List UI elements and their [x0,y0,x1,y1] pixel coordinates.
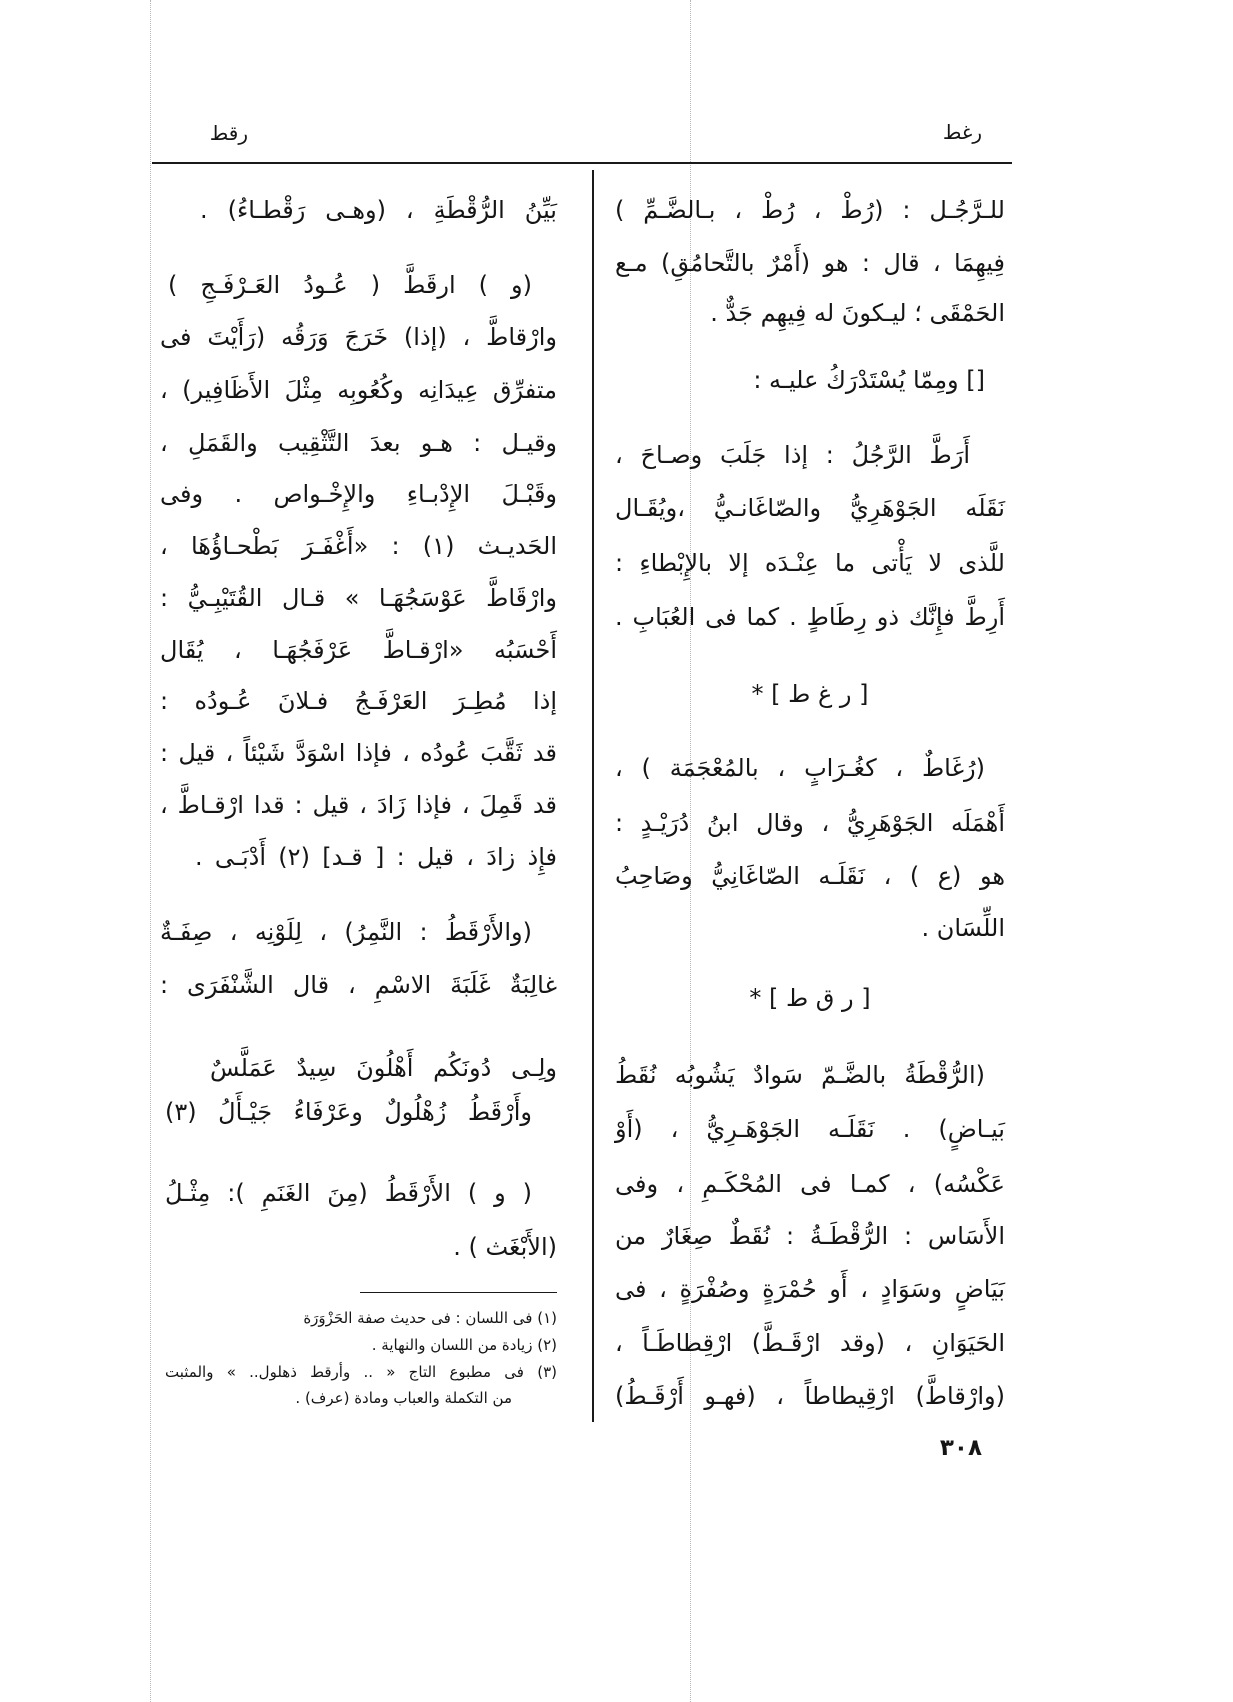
footnote: (١) فى اللسان : فى حديث صفة الحَزْوَرَة [303,1309,557,1327]
text-line: فِيهِمَا ، قال : هو (أَمْرٌ بالتَّحامُقِ) مـع [615,249,1005,277]
text-line: أَرَطَّ الرَّجُلُ : إذا جَلَبَ وصـاحَ ، [615,441,970,469]
text-line: أَحْسَبُه «ارْقـاطَّ عَرْفَجُهَـا ، يُقَال [160,636,557,664]
text-line: متفرِّق عِيدَانِه وكُعُوبِه مِثْلَ الأَظَافِير) ، [160,376,557,404]
text-line: بَيـاضٍ) . نَقَلَـه الجَوْهَـرِيُّ ، (أَوْ [615,1115,1005,1143]
text-line: (و ) ارقَطَّ ( عُـودُ العَـرْفَـجِ ) [168,271,532,299]
entry-heading: [ ر ق ط ] * [749,984,871,1012]
addendum-heading: [] ومِمّا يُسْتَدْرَكُ عليـه : [753,366,985,394]
text-line: (وارْقاطَّ) ارْقِيطاطاً ، (فهـو أَرْقَـطُ) [615,1382,1005,1410]
footnote: (٢) زيادة من اللسان والنهاية . [371,1336,557,1354]
text-line: قد قَمِلَ ، فإذا زَادَ ، قيل : قدا ارْقـاطَّ ، [160,791,557,819]
text-line: بَيِّنُ الرُّقْطَةِ ، (وهـى رَقْطـاءُ) . [200,196,557,224]
text-line: أَرِطَّ فإِنَّك ذو رِطَاطٍ . كما فى العُبَابِ . [615,603,1005,631]
text-line: هو (ع ) ، نَقَلَـه الصّاغَانِيُّ وصَاحِبُ [615,862,1005,890]
text-line: (والأَرْقَطُ : النَّمِرُ) ، لِلَوْنِه ، صِفَـةٌ [160,918,532,946]
text-line: فإِذ زادَ ، قيل : [ قـد] (٢) أَدْبَـى . [195,843,557,871]
text-line: (الرُّقْطَةُ بالضَّـمّ سَوادٌ يَشُوبُه نُقَطُ [615,1061,985,1089]
verse-line: وأَرْقَطُ زُهْلُولٌ وعَرْفَاءُ جَيْـأَلُ (٣) [165,1098,532,1126]
text-line: وارْقَاطَّ عَوْسَجُهَـا » قـال القُتَيْبِـيُّ : [160,584,557,612]
text-line: وارْقاطَّ ، (إذا) خَرَجَ وَرَقُه (رَأَيْتَ فى [160,323,557,351]
text-line: أَهْمَلَه الجَوْهَرِيُّ ، وقال ابنُ دُرَيْـدٍ : [615,809,1005,837]
entry-heading: [ ر غ ط ] * [751,680,869,708]
text-line: اللِّسَان . [921,914,1005,942]
text-line: بَيَاضٍ وسَوَادٍ ، أَو حُمْرَةٍ وصُفْرَةٍ ، فى [615,1275,1005,1303]
text-line: (رُغَاطٌ ، كغُـرَابٍ ، بالمُعْجَمَة ) ، [615,754,985,782]
running-header-right: رغط [942,120,982,144]
text-line: عَكْسُه) ، كمـا فى المُحْكَـمِ ، وفى [615,1170,1005,1198]
running-header-left: رقط [209,121,248,145]
page-number: ٣٠٨ [939,1435,982,1461]
footnote: (٣) فى مطبوع التاج « .. وأرقط ذهلول.. » والمثبت [165,1363,557,1381]
text-line: للَّذى لا يَأْتى ما عِنْـدَه إلا بالإِبْطاءِ : [615,549,1005,577]
text-line: ( و ) الأَرْقَطُ (مِنَ الغَنَمِ ): مِثْـلُ [165,1179,532,1207]
footnote-continuation: من التكملة والعباب ومادة (عرف) . [295,1389,512,1407]
text-line: الحَيَوَانِ ، (وقد ارْقَـطَّ) ارْقِطاطَـاً ، [615,1329,1005,1357]
text-line: نَقَلَه الجَوْهَرِيُّ والصّاغَانـيُّ ،ويُقَـال [615,494,1005,522]
text-line: للـرَّجُـل : (رُطْ ، رُطْ ، بـالضَّـمِّ ) [615,196,1005,224]
text-line: غالِبَةٌ غَلَبَةَ الاسْمِ ، قال الشَّنْفَرَى : [160,971,557,999]
text-line: قد ثَقَّبَ عُودُه ، فإذا اسْوَدَّ شَيْئاً ، قيل : [160,739,557,767]
scan-dotted-line [150,0,151,1702]
text-line: الحَديـث (١) : «أَغْفَـرَ بَطْحـاؤُهَا ، [160,532,557,560]
text-line: إذا مُطِـرَ العَرْفَـجُ فـلانَ عُـودُه : [160,687,557,715]
text-line: الحَمْقَى ؛ ليـكونَ له فِيهِم جَدٌّ . [710,299,1005,327]
text-line: وقيـل : هـو بعدَ التَّثْقِيب والقَمَلِ ، [160,429,557,457]
text-line: الأَسَاس : الرُّقْطَـةُ : نُقَطٌ صِغَارٌ من [615,1222,1005,1250]
column-divider [592,170,594,1422]
text-line: وقَبْـلَ الإِدْبـاءِ والإِخْـواص . وفى [160,480,557,508]
text-line: (الأَبْغَث ) . [453,1233,557,1261]
left-column [160,0,557,1702]
footnote-rule [360,1292,557,1293]
verse-line: ولِـى دُونَكُم أَهْلُونَ سِيدٌ عَمَلَّسٌ [210,1054,557,1082]
